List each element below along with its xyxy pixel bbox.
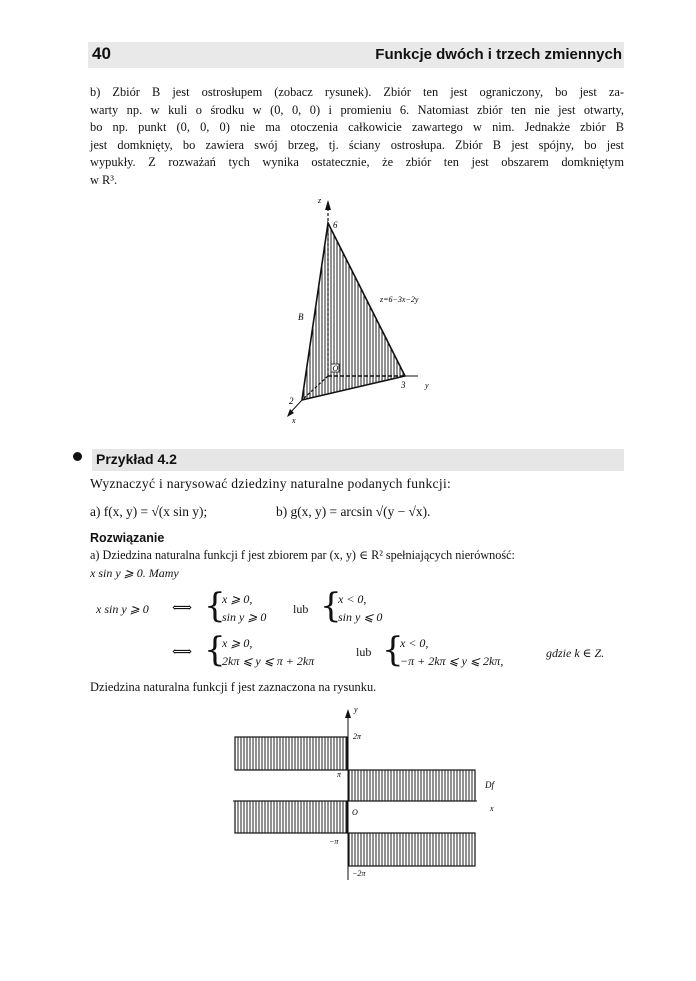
label-O: O: [352, 808, 358, 817]
y-axis-arrow: [345, 709, 351, 718]
label-x: x: [292, 416, 296, 425]
label-6: 6: [333, 220, 338, 230]
eq1-lhs: x sin y ⩾ 0: [96, 602, 149, 616]
eq2-c2-bot: −π + 2kπ ⩽ y ⩽ 2kπ,: [400, 654, 504, 668]
solution-line-1: a) Dziedzina naturalna funkcji f jest zbiorem par (x, y) ∈ R² spełniających nierówność:: [90, 548, 515, 562]
region-right-lower: [349, 833, 475, 866]
eq2-c2-top: x < 0,: [400, 636, 429, 650]
pyramid-figure: [270, 190, 470, 430]
region-left-lower: [235, 801, 347, 833]
label-plane: z=6−3x−2y: [380, 295, 419, 304]
para-b-line-3: bo np. punkt (0, 0, 0) nie ma otoczenia całkowicie zawartego w nim. Jednakże zbiór B: [90, 120, 624, 135]
example-task: Wyznaczyć i narysować dziedziny naturalne podanych funkcji:: [90, 476, 452, 491]
eq2-lub: lub: [356, 645, 372, 659]
para-b-line-1: b) Zbiór B jest ostrosłupem (zobacz rysunek). Zbiór ten jest ograniczony, bo jest za-: [90, 85, 624, 99]
region-left-upper: [235, 737, 347, 770]
label-Df: Df: [485, 780, 494, 790]
eq2-c1-top: x ⩾ 0,: [222, 636, 253, 650]
bullet-icon: [73, 452, 82, 461]
label-2pi: 2π: [353, 732, 362, 741]
eq1-c1-bot: sin y ⩾ 0: [222, 610, 267, 624]
eq1-brace-1: {: [204, 586, 226, 626]
eq2-gdzie: gdzie k ∈ Z.: [546, 646, 605, 660]
eq2-iff: ⟺: [172, 645, 193, 660]
eq1-c2-top: x < 0,: [338, 592, 367, 606]
z-axis-arrow: [325, 200, 331, 210]
eq1-lub: lub: [293, 602, 309, 616]
para-b-line-5: wypukły. Z rozważań tych wynika ostatecznie, że zbiór ten jest obszarem domkniętym: [90, 155, 624, 170]
example-a: a) f(x, y) = √(x sin y);: [90, 504, 208, 519]
example-title: Przykład 4.2: [96, 451, 177, 467]
eq1-iff: ⟺: [172, 601, 193, 616]
label-O: O: [332, 364, 339, 373]
eq1-brace-2: {: [320, 586, 342, 626]
eq2-brace-2: {: [382, 630, 404, 670]
label-minus-2pi: −2π: [352, 869, 366, 878]
para-b-line-4: jest domknięty, bo zawiera swój brzeg, tj. ściany ostrosłupa. Zbiór B jest spójny, bo jest: [90, 137, 624, 152]
eq2-c1-bot: 2kπ ⩽ y ⩽ π + 2kπ: [222, 654, 315, 668]
label-B: B: [298, 312, 304, 322]
label-pi: π: [337, 770, 342, 779]
eq2-brace-1: {: [204, 630, 226, 670]
label-3: 3: [401, 380, 406, 390]
label-x: x: [490, 804, 494, 813]
label-2: 2: [289, 396, 294, 406]
solution-line-2: x sin y ⩾ 0. Mamy: [90, 566, 179, 580]
eq1-c2-bot: sin y ⩽ 0: [338, 610, 383, 624]
pyramid-face: [302, 223, 405, 400]
domain-figure: [225, 705, 515, 895]
para-b-line-6: w R³.: [90, 172, 118, 187]
label-minus-pi: −π: [329, 837, 339, 846]
para-b-line-2: warty np. w kuli o środku w (0, 0, 0) i promieniu 6. Natomiast zbiór ten nie jest otwarty,: [90, 102, 624, 117]
region-right-upper: [349, 770, 475, 801]
label-z: z: [318, 196, 322, 205]
eq1-c1-top: x ⩾ 0,: [222, 592, 253, 606]
solution-heading: Rozwiązanie: [90, 531, 165, 545]
domain-note: Dziedzina naturalna funkcji f jest zaznaczona na rysunku.: [90, 680, 377, 694]
chapter-title: Funkcje dwóch i trzech zmiennych: [375, 46, 622, 63]
example-b: b) g(x, y) = arcsin √(y − √x).: [276, 504, 431, 519]
label-y: y: [354, 705, 358, 714]
paragraph-b: [90, 84, 624, 190]
label-y: y: [425, 381, 429, 390]
page-number: 40: [92, 44, 111, 63]
